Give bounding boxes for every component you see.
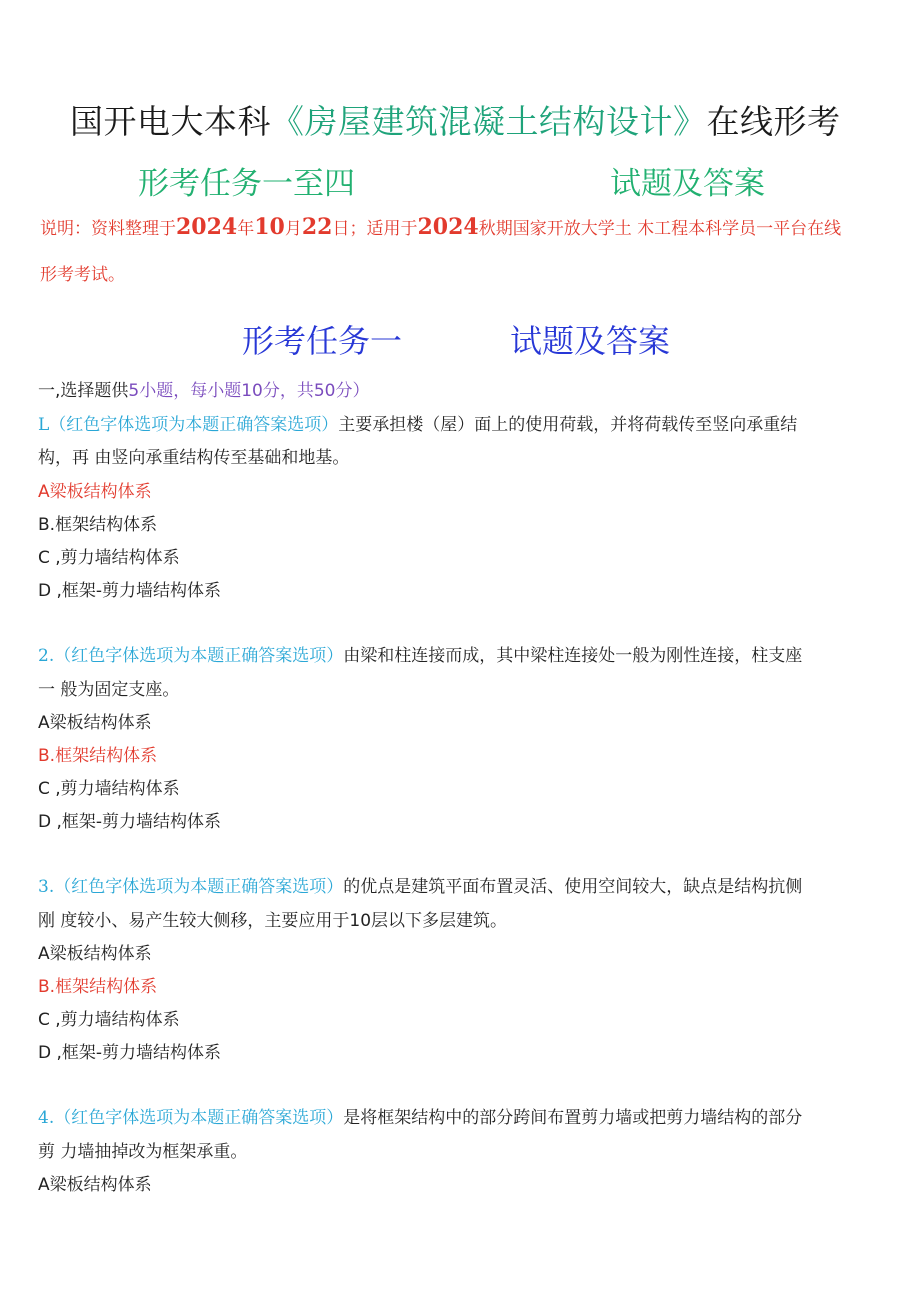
- question-number: L: [38, 415, 50, 435]
- note-line-1: [40, 214, 841, 240]
- question-1-line-1: [38, 410, 797, 435]
- question-4-line-1: [38, 1103, 802, 1128]
- option-d: D ,框架-剪力墙结构体系: [38, 581, 222, 601]
- title-book-name: 《房屋建筑混凝土结构设计》: [271, 102, 707, 141]
- question-number: 4.: [38, 1108, 55, 1128]
- subtitle-left: 形考任务一至四: [138, 166, 355, 202]
- document-title: [70, 96, 841, 143]
- option-b: B.框架结构体系: [38, 746, 158, 766]
- part-detail: 5小题，每小题10分，共50分）: [128, 381, 370, 401]
- subtitle-right: 试题及答案: [610, 166, 765, 202]
- question-text: 主要承担楼（屋）面上的使用荷载，并将荷载传至竖向承重结: [338, 415, 798, 435]
- question-text: 由梁和柱连接而成，其中梁柱连接处一般为刚性连接，柱支座: [343, 646, 803, 666]
- note-text: 说明：资料整理于: [40, 219, 176, 239]
- question-number: 2.: [38, 646, 55, 666]
- option-a: A梁板结构体系: [38, 1175, 152, 1195]
- option-c: C ,剪力墙结构体系: [38, 779, 180, 799]
- note-year-2: 2024: [417, 214, 479, 240]
- option-c: C ,剪力墙结构体系: [38, 1010, 180, 1030]
- section-title-left: 形考任务一: [242, 322, 403, 360]
- section-title-right: 试题及答案: [510, 322, 671, 360]
- note-yue: 月: [284, 219, 302, 239]
- question-2-line-1: [38, 641, 802, 666]
- note-text-2: 日；适用于: [332, 219, 418, 239]
- note-text-3: 秋期国家开放大学土 木工程本科学员一平台在线: [478, 219, 842, 239]
- option-d: D ,框架-剪力墙结构体系: [38, 1043, 222, 1063]
- part-header: [38, 376, 370, 401]
- note-day: 22: [301, 214, 333, 240]
- question-number: 3.: [38, 877, 55, 897]
- question-3-line-2: 刚 度较小、易产生较大侧移，主要应用于10层以下多层建筑。: [38, 911, 508, 931]
- option-d: D ,框架-剪力墙结构体系: [38, 812, 222, 832]
- option-a: A梁板结构体系: [38, 944, 152, 964]
- option-c: C ,剪力墙结构体系: [38, 548, 180, 568]
- question-4-line-2: 剪 力墙抽掉改为框架承重。: [38, 1142, 248, 1162]
- option-b: B.框架结构体系: [38, 515, 158, 535]
- question-hint: （红色字体选项为本题正确答案选项）: [54, 1108, 344, 1128]
- title-suffix: 在线形考: [706, 102, 841, 141]
- option-a: A梁板结构体系: [38, 713, 152, 733]
- note-year: 2024: [176, 214, 238, 240]
- option-b: B.框架结构体系: [38, 977, 158, 997]
- question-hint: （红色字体选项为本题正确答案选项）: [54, 877, 344, 897]
- note-line-2: 形考考试。: [40, 265, 125, 285]
- question-1-line-2: 构，再 由竖向承重结构传至基础和地基。: [38, 448, 350, 468]
- question-hint: （红色字体选项为本题正确答案选项）: [49, 415, 339, 435]
- question-2-line-2: 一 般为固定支座。: [38, 680, 180, 700]
- part-prefix: 一,选择题供: [38, 381, 129, 401]
- question-hint: （红色字体选项为本题正确答案选项）: [54, 646, 344, 666]
- title-prefix: 国开电大本科: [70, 102, 271, 141]
- option-a: A梁板结构体系: [38, 482, 152, 502]
- question-text: 的优点是建筑平面布置灵活、使用空间较大，缺点是结构抗侧: [343, 877, 803, 897]
- question-text: 是将框架结构中的部分跨间布置剪力墙或把剪力墙结构的部分: [343, 1108, 803, 1128]
- question-3-line-1: [38, 872, 802, 897]
- note-month: 10: [254, 214, 285, 240]
- note-nian: 年: [237, 219, 255, 239]
